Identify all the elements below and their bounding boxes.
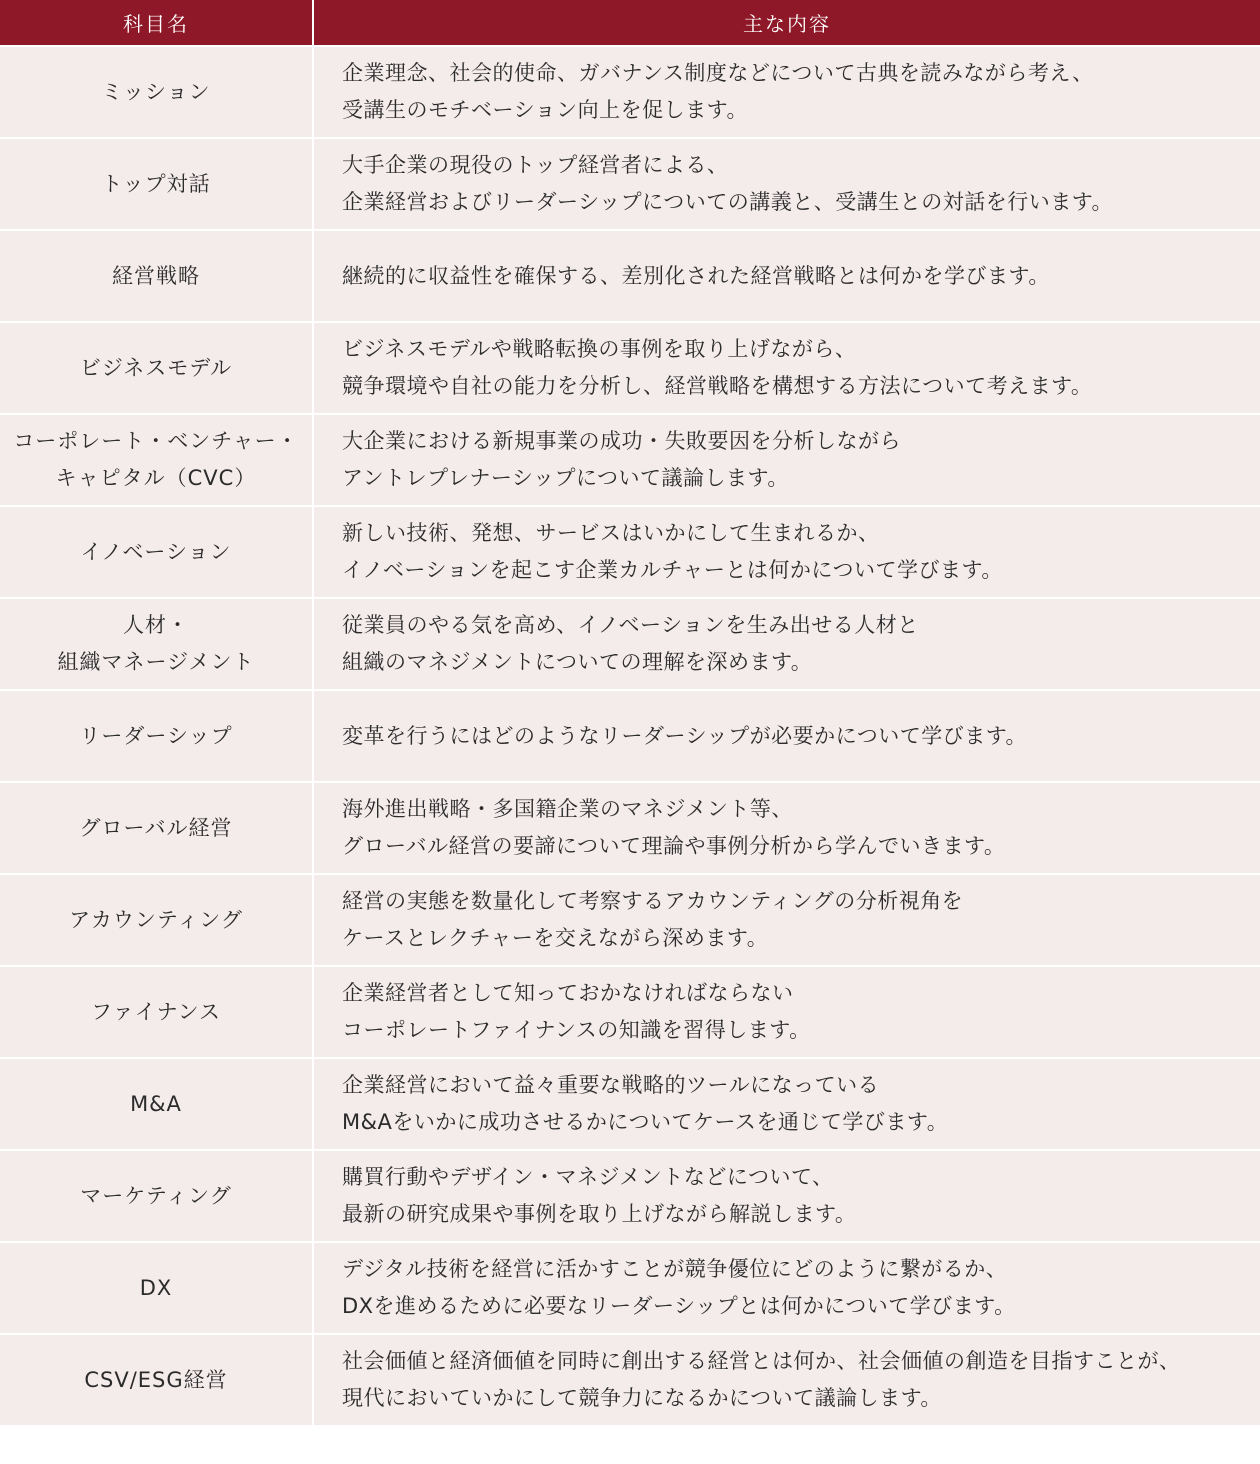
content-cell — [314, 413, 1260, 505]
subject-text: コーポレート・ベンチャー・ キャピタル（CVC） — [13, 429, 299, 490]
content-text: 大手企業の現役のトップ経営者による、 企業経営およびリーダーシップについての講義と、受講生との対話を行います。 — [342, 153, 1114, 214]
subject-cell — [0, 1241, 314, 1333]
content-cell — [314, 137, 1260, 229]
subject-cell — [0, 965, 314, 1057]
subject-text: イノベーション — [80, 539, 232, 564]
subject-cell — [0, 781, 314, 873]
subject-text: M&A — [130, 1091, 182, 1116]
header-content: 主な内容 — [314, 0, 1260, 45]
content-text: 継続的に収益性を確保する、差別化された経営戦略とは何かを学びます。 — [342, 263, 1050, 288]
subject-text: アカウンティング — [69, 907, 243, 932]
subject-text: 人材・ 組織マネージメント — [57, 613, 255, 674]
content-text: 購買行動やデザイン・マネジメントなどについて、 最新の研究成果や事例を取り上げながら解説します。 — [342, 1165, 857, 1226]
subject-text: マーケティング — [80, 1183, 232, 1208]
subject-cell — [0, 505, 314, 597]
content-text: デジタル技術を経営に活かすことが競争優位にどのように繋がるか、 DXを進めるために必要なリーダーシップとは何かについて学びます。 — [342, 1257, 1016, 1318]
content-cell — [314, 1057, 1260, 1149]
subject-text: トップ対話 — [101, 171, 211, 196]
content-cell — [314, 1333, 1260, 1425]
content-text: 海外進出戦略・多国籍企業のマネジメント等、 グローバル経営の要諦について理論や事例分析から学んでいきます。 — [342, 797, 1006, 858]
content-cell — [314, 873, 1260, 965]
subject-text: ファイナンス — [91, 999, 221, 1024]
content-text: 大企業における新規事業の成功・失敗要因を分析しながら アントレプレナーシップについて議論します。 — [342, 429, 901, 490]
subject-text: リーダーシップ — [79, 723, 233, 748]
content-cell — [314, 597, 1260, 689]
content-text: 企業理念、社会的使命、ガバナンス制度などについて古典を読みながら考え、 受講生のモチベーション向上を促します。 — [342, 61, 1094, 122]
subject-cell — [0, 689, 314, 781]
subject-cell — [0, 597, 314, 689]
content-cell — [314, 781, 1260, 873]
content-cell — [314, 229, 1260, 321]
content-cell — [314, 321, 1260, 413]
subject-cell — [0, 321, 314, 413]
subject-text: 経営戦略 — [112, 263, 200, 288]
content-text: 企業経営において益々重要な戦略的ツールになっている M&Aをいかに成功させるかについてケースを通じて学びます。 — [342, 1073, 949, 1134]
subject-cell — [0, 137, 314, 229]
content-text: 新しい技術、発想、サービスはいかにして生まれるか、 イノベーションを起こす企業カルチャーとは何かについて学びます。 — [342, 521, 1003, 582]
subject-text: グローバル経営 — [79, 815, 233, 840]
content-cell — [314, 689, 1260, 781]
content-text: 企業経営者として知っておかなければならない コーポレートファイナンスの知識を習得します。 — [342, 981, 811, 1042]
subject-text: CSV/ESG経営 — [84, 1367, 228, 1392]
subject-cell — [0, 229, 314, 321]
content-text: 従業員のやる気を高め、イノベーションを生み出せる人材と 組織のマネジメントについての理解を深めます。 — [342, 613, 919, 674]
content-text: ビジネスモデルや戦略転換の事例を取り上げながら、 競争環境や自社の能力を分析し、経営戦略を構想する方法について考えます。 — [342, 337, 1093, 398]
content-cell — [314, 965, 1260, 1057]
subject-cell — [0, 1333, 314, 1425]
subject-cell — [0, 413, 314, 505]
content-cell — [314, 505, 1260, 597]
header-subject: 科目名 — [0, 0, 314, 45]
subject-text: DX — [139, 1275, 173, 1300]
subject-cell — [0, 1149, 314, 1241]
content-cell — [314, 45, 1260, 137]
content-cell — [314, 1241, 1260, 1333]
subject-cell — [0, 873, 314, 965]
content-text: 変革を行うにはどのようなリーダーシップが必要かについて学びます。 — [342, 723, 1028, 748]
subject-text: ミッション — [101, 79, 211, 104]
content-text: 社会価値と経済価値を同時に創出する経営とは何か、社会価値の創造を目指すことが、 現代においていかにして競争力になるかについて議論します。 — [342, 1349, 1181, 1410]
subject-cell — [0, 1057, 314, 1149]
content-cell — [314, 1149, 1260, 1241]
subject-cell — [0, 45, 314, 137]
subject-text: ビジネスモデル — [79, 355, 233, 380]
content-text: 経営の実態を数量化して考察するアカウンティングの分析視角を ケースとレクチャーを交えながら深めます。 — [342, 889, 964, 950]
